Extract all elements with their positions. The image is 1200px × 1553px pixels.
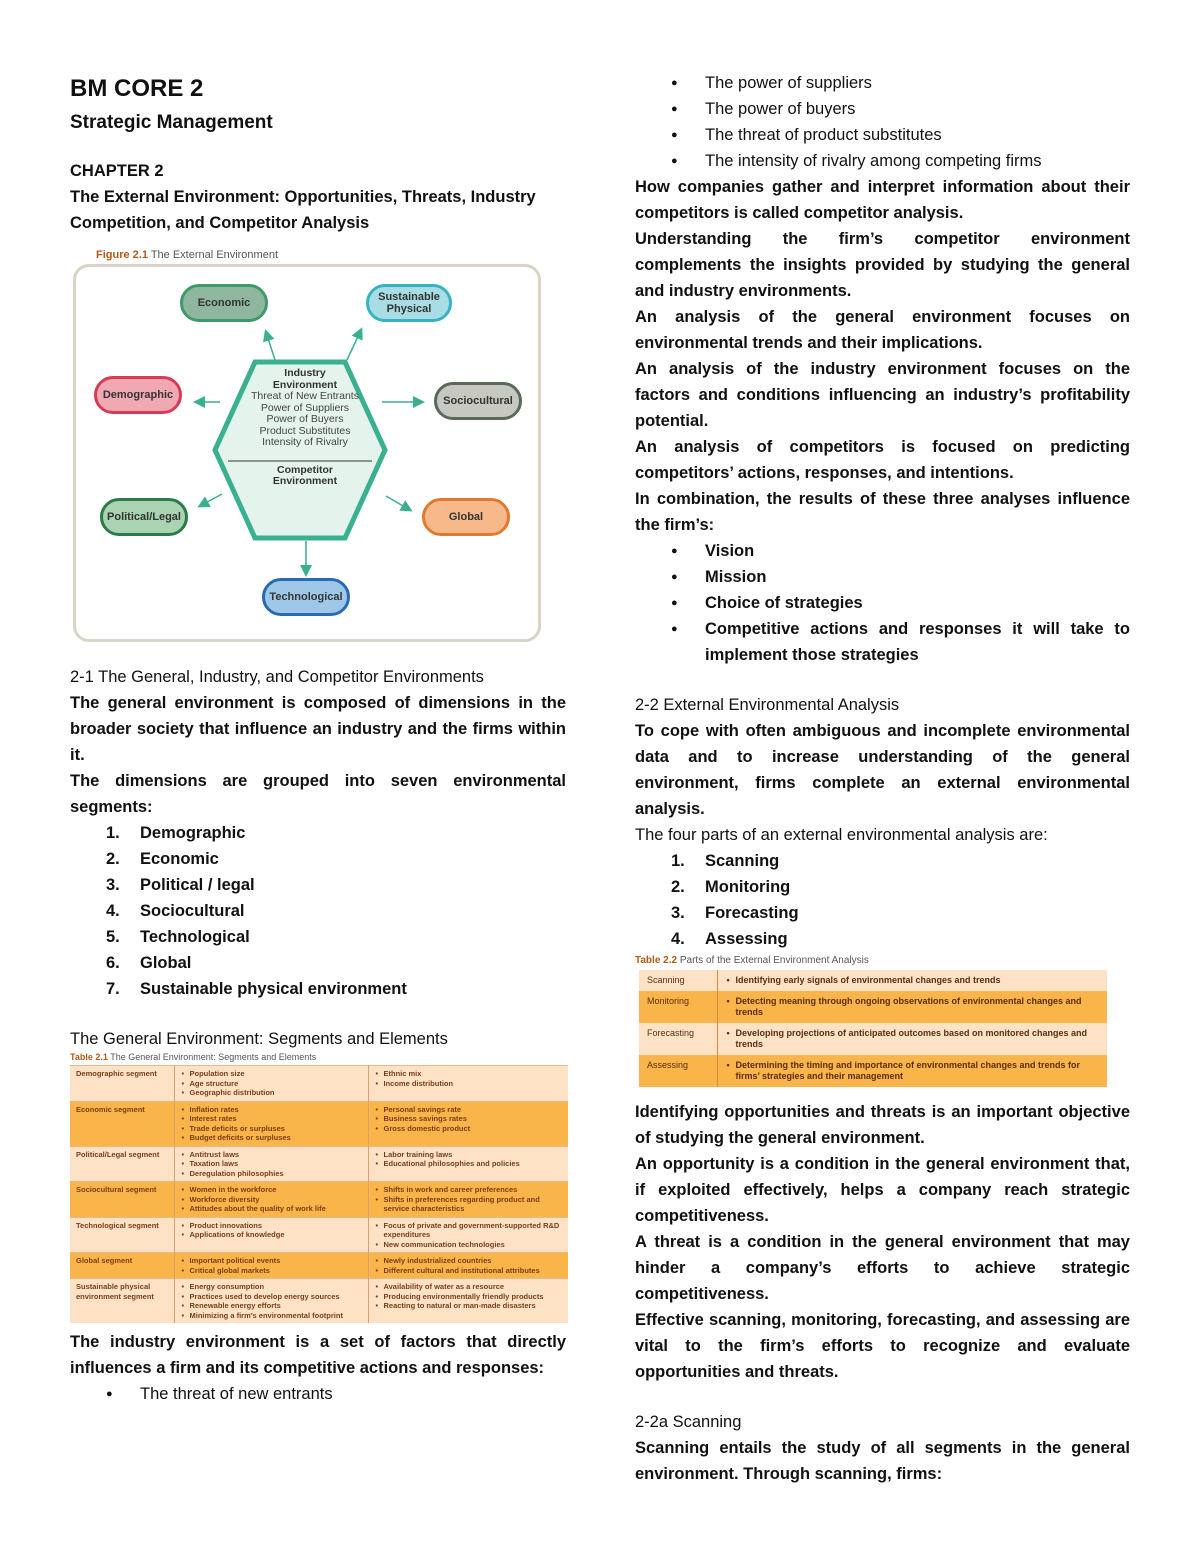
element-item: • Attitudes about the quality of work life: [181, 1204, 362, 1214]
elements-cell: [174, 1066, 368, 1102]
industry-forces-list-continued: [635, 70, 1130, 174]
paragraph: Identifying opportunities and threats is an important objective of studying the general environment.: [635, 1103, 1130, 1147]
segment-cell: Economic segment: [70, 1101, 174, 1146]
segment-cell: Sociocultural segment: [70, 1182, 174, 1218]
oval-sociocultural: Sociocultural: [434, 382, 522, 420]
segment-cell: Political/Legal segment: [70, 1146, 174, 1182]
element-item: • Minimizing a firm's environmental footprint: [181, 1311, 362, 1321]
table-row: [70, 1146, 568, 1182]
arrow-sustainable: [347, 330, 361, 360]
list-item: 2. Monitoring: [671, 878, 791, 896]
elements-cell: [368, 1279, 568, 1324]
elements-cell: [174, 1101, 368, 1146]
elements-cell: [368, 1101, 568, 1146]
list-item: ● The threat of product substitutes: [635, 122, 1130, 148]
elements-cell: [174, 1253, 368, 1279]
hex-item: Power of Suppliers: [260, 401, 350, 414]
elements-cell: [174, 1146, 368, 1182]
hex-item: Product Substitutes: [259, 424, 351, 437]
list-item: 4. Sociocultural: [106, 902, 245, 920]
list-item: ● Competitive actions and responses it will take to implement those strategies: [635, 616, 1130, 668]
element-item: • Shifts in work and career preferences: [375, 1185, 563, 1195]
part-name-cell: Assessing: [639, 1055, 717, 1087]
element-item: • Renewable energy efforts: [181, 1301, 362, 1311]
list-item: 1. Scanning: [671, 852, 780, 870]
list-item: ● The power of suppliers: [635, 70, 1130, 96]
industry-forces-list: [70, 1381, 566, 1407]
oval-global: Global: [422, 498, 510, 536]
part-description-cell: • Identifying early signals of environmental changes and trends: [717, 970, 1107, 991]
elements-cell: [368, 1066, 568, 1102]
element-item: • Different cultural and institutional attributes: [375, 1266, 563, 1276]
chapter-label: CHAPTER 2: [70, 162, 164, 180]
element-item: • Inflation rates: [181, 1105, 362, 1115]
arrow-economic: [266, 332, 275, 360]
element-item: • Reacting to natural or man-made disasters: [375, 1301, 563, 1311]
paragraph: A threat is a condition in the general environment that may hinder a company’s efforts to achieve strategic competitiveness.: [635, 1233, 1130, 1303]
hex-content: [235, 368, 375, 488]
paragraph: Effective scanning, monitoring, forecasting, and assessing are vital to the firm’s efforts to recognize and evaluate opportunities and threats.: [635, 1311, 1130, 1381]
list-item: 3. Political / legal: [106, 876, 255, 894]
element-item: • Shifts in preferences regarding product and service characteristics: [375, 1195, 563, 1214]
elements-cell: [174, 1217, 368, 1253]
table-row: [70, 1253, 568, 1279]
oval-demographic: Demographic: [94, 376, 182, 414]
segment-cell: Sustainable physical environment segment: [70, 1279, 174, 1324]
hex-item: Power of Buyers: [266, 413, 344, 425]
element-item: • Population size: [181, 1069, 362, 1079]
list-item: 1. Demographic: [106, 824, 246, 842]
list-item: 4. Assessing: [671, 930, 788, 948]
section-2-2-paragraph: To cope with often ambiguous and incomplete environmental data and to increase understanding of the general environment, firms complete an external environmental analysis.: [635, 722, 1130, 818]
element-item: • Interest rates: [181, 1114, 362, 1124]
segments-list: [70, 820, 566, 1002]
table-row: [70, 1101, 568, 1146]
element-item: • Deregulation philosophies: [181, 1169, 362, 1179]
element-item: • Newly industrialized countries: [375, 1256, 563, 1266]
paragraph: An analysis of the industry environment focuses on the factors and conditions influencing an industry’s profitability potential.: [635, 360, 1130, 430]
list-item: 6. Global: [106, 954, 192, 972]
element-item: • Business savings rates: [375, 1114, 563, 1124]
list-item: ● Mission: [635, 564, 1130, 590]
section-2-1-paragraph: The general environment is composed of dimensions in the broader society that influence an industry and the firms within it.: [70, 694, 566, 764]
table-row: [639, 1023, 1107, 1055]
element-item: • Energy consumption: [181, 1282, 362, 1292]
table-row: [639, 991, 1107, 1023]
elements-cell: [368, 1253, 568, 1279]
figure-caption-number: Figure 2.1: [96, 249, 148, 261]
arrow-global: [386, 496, 410, 510]
element-item: • Geographic distribution: [181, 1088, 362, 1098]
element-item: • Budget deficits or surpluses: [181, 1133, 362, 1143]
list-item: 2. Economic: [106, 850, 219, 868]
document-subtitle: Strategic Management: [70, 112, 273, 133]
influence-list: [635, 538, 1130, 668]
oval-sustainable-physical: Sustainable Physical: [366, 284, 452, 322]
table-2-2: [639, 970, 1107, 1087]
table-row: [70, 1066, 568, 1102]
oval-economic: Economic: [180, 284, 268, 322]
competitor-environment-label: Competitor Environment: [272, 463, 338, 487]
list-item: 3. Forecasting: [671, 904, 799, 922]
element-item: • New communication technologies: [375, 1240, 563, 1250]
element-item: • Antitrust laws: [181, 1150, 362, 1160]
element-item: • Important political events: [181, 1256, 362, 1266]
hex-item: Threat of New Entrants: [251, 390, 359, 402]
element-item: • Women in the workforce: [181, 1185, 362, 1195]
element-item: • Age structure: [181, 1079, 362, 1089]
table-row: [639, 970, 1107, 991]
section-2-2-paragraph: The four parts of an external environmental analysis are:: [635, 826, 1048, 844]
paragraph: An analysis of the general environment focuses on environmental trends and their implications.: [635, 308, 1130, 352]
element-item: • Personal savings rate: [375, 1105, 563, 1115]
part-description-cell: • Developing projections of anticipated outcomes based on monitored changes and trends: [717, 1023, 1107, 1055]
industry-environment-paragraph: The industry environment is a set of factors that directly influences a firm and its competitive actions and responses:: [70, 1333, 566, 1377]
table-2-1-heading: The General Environment: Segments and Elements: [70, 1030, 448, 1048]
table-row: [639, 1055, 1107, 1087]
figure-external-environment: [70, 248, 542, 648]
left-column: [70, 72, 566, 1407]
section-2-1-paragraph: The dimensions are grouped into seven environmental segments:: [70, 772, 566, 816]
element-item: • Practices used to develop energy sources: [181, 1292, 362, 1302]
table-2-2-caption: Table 2.2 Parts of the External Environment Analysis: [635, 955, 869, 966]
paragraph: In combination, the results of these three analyses influence the firm’s:: [635, 490, 1130, 534]
arrow-political: [200, 494, 222, 506]
list-item: ● The intensity of rivalry among competing firms: [635, 148, 1130, 174]
paragraph: An opportunity is a condition in the general environment that, if exploited effectively, helps a company reach strategic competitiveness.: [635, 1155, 1130, 1225]
element-item: • Trade deficits or surpluses: [181, 1124, 362, 1134]
section-2-1-heading: 2-1 The General, Industry, and Competitor Environments: [70, 668, 484, 686]
chapter-title: The External Environment: Opportunities, Threats, Industry Competition, and Competitor Analysis: [70, 188, 536, 232]
list-item: ● The power of buyers: [635, 96, 1130, 122]
list-item: 5. Technological: [106, 928, 250, 946]
element-item: • Labor training laws: [375, 1150, 563, 1160]
element-item: • Critical global markets: [181, 1266, 362, 1276]
elements-cell: [368, 1146, 568, 1182]
hex-item: Intensity of Rivalry: [262, 436, 348, 448]
table-2-1-caption: Table 2.1 The General Environment: Segments and Elements: [70, 1052, 317, 1062]
element-item: • Ethnic mix: [375, 1069, 563, 1079]
element-item: • Applications of knowledge: [181, 1230, 362, 1240]
paragraph: How companies gather and interpret information about their competitors is called competitor analysis.: [635, 178, 1130, 222]
element-item: • Workforce diversity: [181, 1195, 362, 1205]
element-item: • Taxation laws: [181, 1159, 362, 1169]
parts-list: [635, 848, 1130, 952]
part-name-cell: Scanning: [639, 970, 717, 991]
table-row: [70, 1182, 568, 1218]
segment-cell: Demographic segment: [70, 1066, 174, 1102]
elements-cell: [368, 1182, 568, 1218]
element-item: • Availability of water as a resource: [375, 1282, 563, 1292]
industry-environment-label: Industry Environment: [272, 367, 338, 391]
part-name-cell: Monitoring: [639, 991, 717, 1023]
element-item: • Producing environmentally friendly products: [375, 1292, 563, 1302]
list-item: ● Choice of strategies: [635, 590, 1130, 616]
section-2-2-heading: 2-2 External Environmental Analysis: [635, 696, 900, 714]
part-description-cell: • Detecting meaning through ongoing observations of environmental changes and trends: [717, 991, 1107, 1023]
element-item: • Focus of private and government-supported R&D expenditures: [375, 1221, 563, 1240]
part-description-cell: • Determining the timing and importance of environmental changes and trends for firms’ strategies and their management: [717, 1055, 1107, 1087]
right-column: [635, 70, 1130, 1487]
list-item: 7. Sustainable physical environment: [106, 980, 407, 998]
oval-political-legal: Political/Legal: [100, 498, 188, 536]
table-row: [70, 1279, 568, 1324]
part-name-cell: Forecasting: [639, 1023, 717, 1055]
section-2-2a-heading: 2-2a Scanning: [635, 1413, 742, 1431]
figure-caption-text: The External Environment: [150, 249, 278, 261]
segment-cell: Technological segment: [70, 1217, 174, 1253]
elements-cell: [174, 1279, 368, 1324]
element-item: • Income distribution: [375, 1079, 563, 1089]
table-row: [70, 1217, 568, 1253]
paragraph: An analysis of competitors is focused on predicting competitors’ actions, responses, and intentions.: [635, 438, 1130, 482]
table-2-1: [70, 1065, 568, 1323]
segment-cell: Global segment: [70, 1253, 174, 1279]
element-item: • Educational philosophies and policies: [375, 1159, 563, 1169]
element-item: • Product innovations: [181, 1221, 362, 1231]
section-2-2a-paragraph: Scanning entails the study of all segments in the general environment. Through scanning, firms:: [635, 1439, 1130, 1483]
elements-cell: [368, 1217, 568, 1253]
oval-technological: Technological: [262, 578, 350, 616]
document-title: BM CORE 2: [70, 75, 204, 102]
element-item: • Gross domestic product: [375, 1124, 563, 1134]
list-item: ● Vision: [635, 538, 1130, 564]
list-item: ● The threat of new entrants: [70, 1381, 566, 1407]
paragraph: Understanding the firm’s competitor environment complements the insights provided by studying the general and industry environments.: [635, 230, 1130, 300]
elements-cell: [174, 1182, 368, 1218]
